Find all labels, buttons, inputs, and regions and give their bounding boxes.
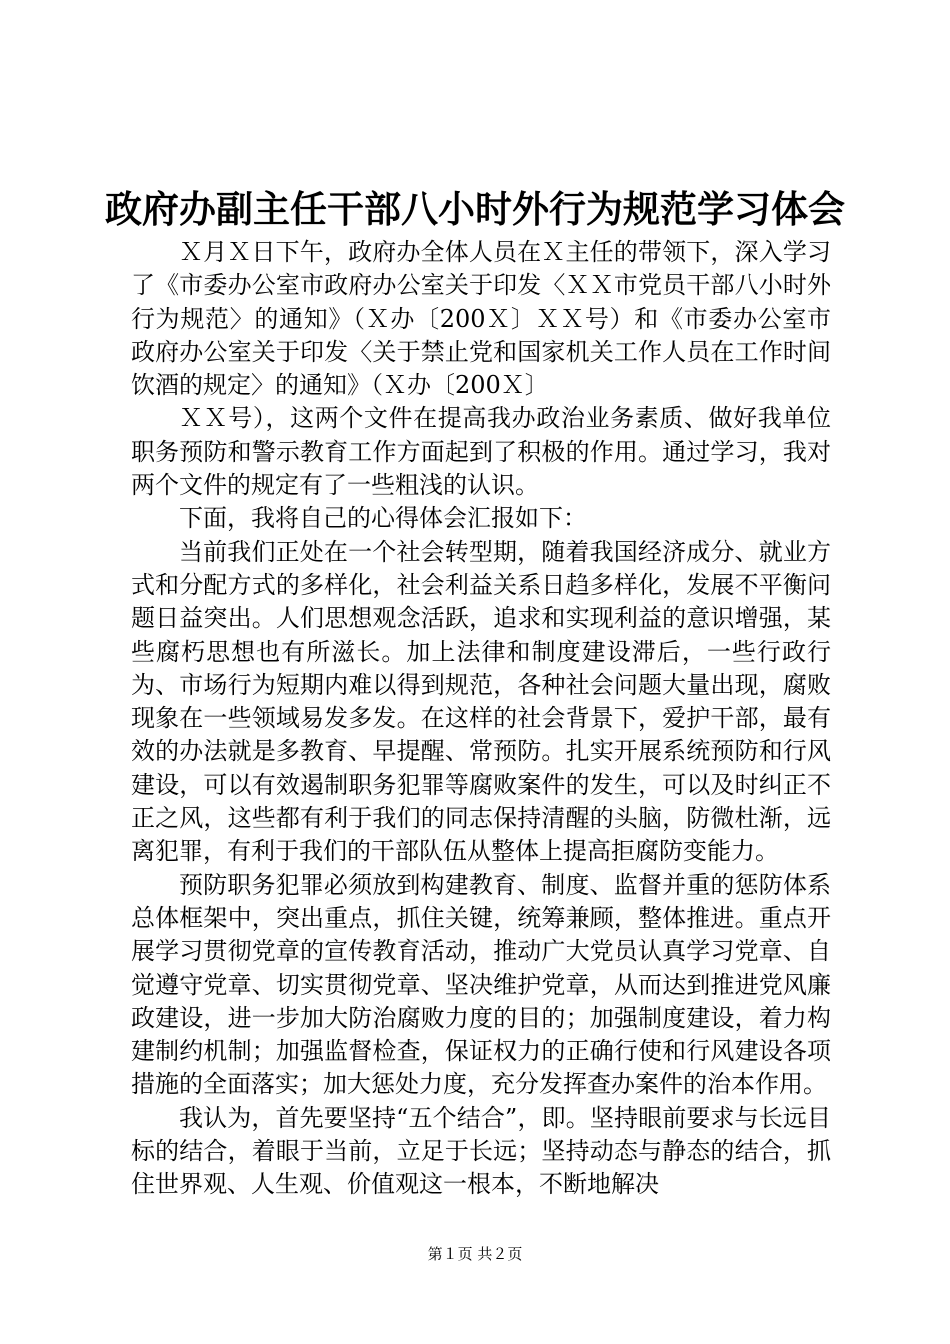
page-footer: 第１页 共２页: [427, 1245, 523, 1263]
paragraph: 预防职务犯罪必须放到构建教育、制度、监督并重的惩防体系总体框架中，突出重点，抓住关键，统筹兼顾，整体推进。重点开展学习贯彻党章的宣传教育活动，推动广大党员认真学习党章、自觉遵守党章、切实贯彻党章、坚决维护党章，从而达到推进党风廉政建设，进一步加大防治腐败力度的目的；加强制度建设，着力构建制约机制；加强监督检查，保证权力的正确行使和行风建设各项措施的全面落实；加大惩处力度，充分发挥查办案件的治本作用。: [131, 870, 831, 1099]
paragraph: Ｘ月Ｘ日下午，政府办全体人员在Ｘ主任的带领下，深入学习了《市委办公室市政府办公室关于印发〈ＸＸ市党员干部八小时外行为规范〉的通知》（Ｘ办〔200Ｘ〕ＸＸ号）和《市委办公室市政府办公室关于印发〈关于禁止党和国家机关工作人员在工作时间饮酒的规定〉的通知》（Ｘ办〔200Ｘ〕: [131, 238, 831, 400]
paragraph: 我认为，首先要坚持“五个结合”，即。坚持眼前要求与长远目标的结合，着眼于当前，立足于长远；坚持动态与静态的结合，抓住世界观、人生观、价值观这一根本，不断地解决: [131, 1103, 831, 1199]
paragraph: 当前我们正处在一个社会转型期，随着我国经济成分、就业方式和分配方式的多样化，社会利益关系日趋多样化，发展不平衡问题日益突出。人们思想观念活跃，追求和实现利益的意识增强，某些腐朽思想也有所滋长。加上法律和制度建设滞后，一些行政行为、市场行为短期内难以得到规范，各种社会问题大量出现，腐败现象在一些领域易发多发。在这样的社会背景下，爱护干部，最有效的办法就是多教育、早提醒、常预防。扎实开展系统预防和行风建设，可以有效遏制职务犯罪等腐败案件的发生，可以及时纠正不正之风，这些都有利于我们的同志保持清醒的头脑，防微杜渐，远离犯罪，有利于我们的干部队伍从整体上提高拒腐防变能力。: [131, 537, 831, 866]
paragraph: ＸＸ号），这两个文件在提高我办政治业务素质、做好我单位职务预防和警示教育工作方面起到了积极的作用。通过学习，我对两个文件的规定有了一些粗浅的认识。: [131, 404, 831, 500]
paragraph: 下面，我将自己的心得体会汇报如下：: [179, 504, 587, 533]
page-title: 政府办副主任干部八小时外行为规范学习体会: [105, 187, 845, 231]
document-body: [131, 236, 831, 1202]
